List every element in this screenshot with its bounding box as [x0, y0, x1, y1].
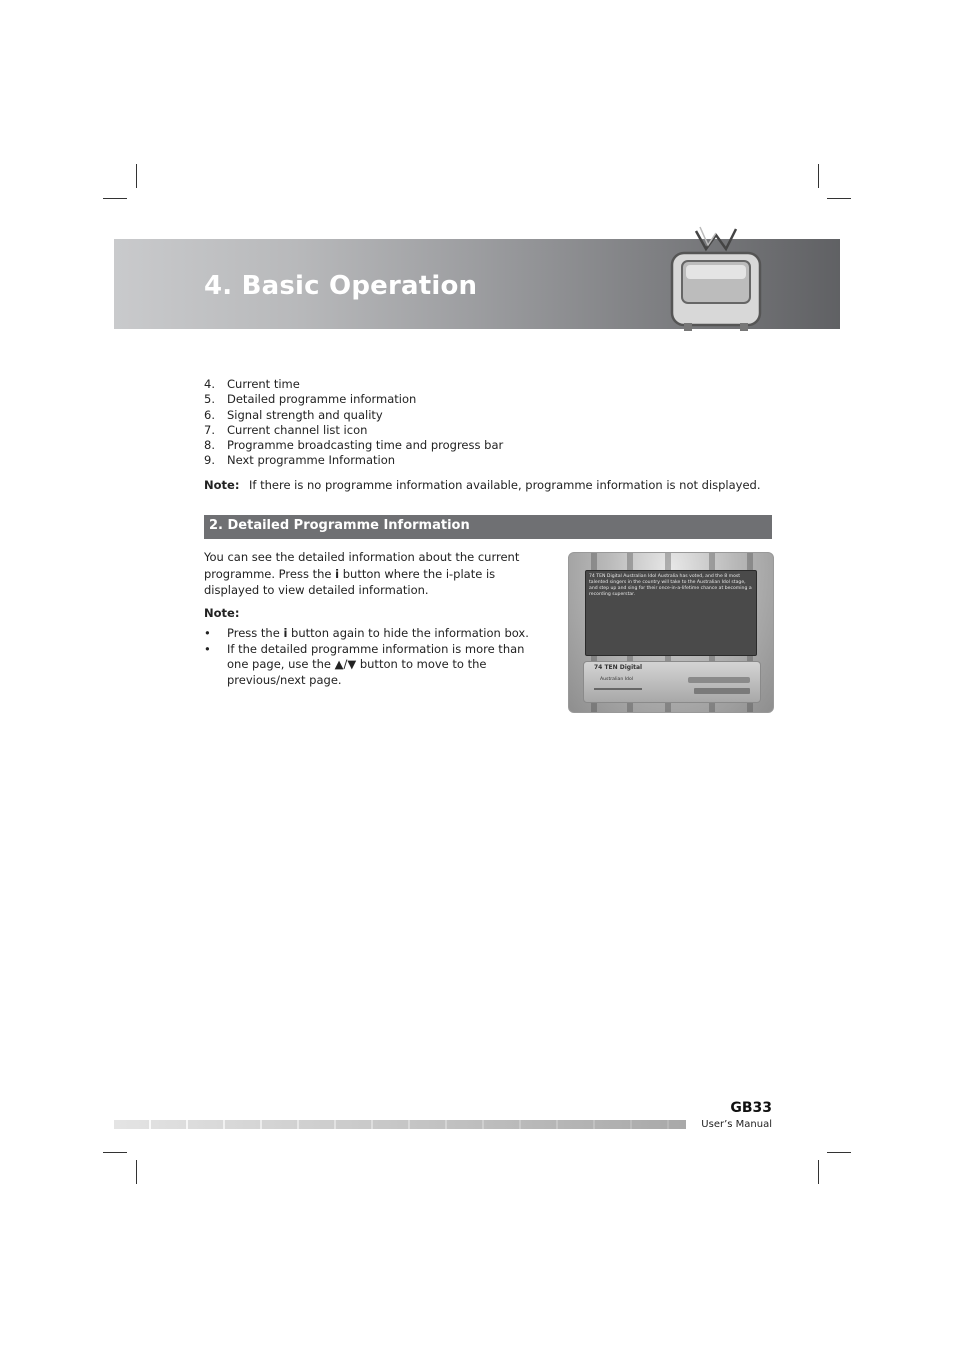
list-item: • Press the i button again to hide the information box.: [204, 626, 529, 640]
section-title: 2. Detailed Programme Information: [209, 518, 470, 533]
info-text: 74 TEN Digital Australian Idol Australia has voted, and the 8 most talented singers in the country will take to the Australian Idol stage, and step up and sing for their once-in-a-lifetime chance at becoming a recording superstar.: [589, 574, 752, 597]
chapter-title: 4. Basic Operation: [204, 271, 478, 301]
crop-mark: [827, 1152, 851, 1153]
crop-mark: [103, 198, 127, 199]
page-number: GB33: [730, 1100, 772, 1116]
note: [204, 478, 761, 492]
list-item: • If the detailed programme information is more than one page, use the ▲/▼ button to move to the previous/next page.: [204, 641, 525, 687]
programme-label: Australian Idol: [600, 677, 634, 682]
crop-mark: [136, 164, 137, 188]
list-item: 9. Next programme Information: [204, 453, 396, 468]
crop-mark: [827, 198, 851, 199]
crop-mark: [136, 1160, 137, 1184]
progress-bar: [594, 688, 642, 690]
detailed-info-box: [585, 570, 757, 656]
tv-screenshot: [568, 552, 774, 713]
legend-list: [204, 377, 503, 469]
footer-decoration: [114, 1120, 686, 1129]
note-bullets: [204, 626, 544, 688]
crop-mark: [103, 1152, 127, 1153]
list-item: 4. Current time: [204, 377, 300, 391]
list-item: 8. Programme broadcasting time and progress bar: [204, 438, 504, 453]
crop-mark: [818, 1160, 819, 1184]
manual-label: User’s Manual: [701, 1119, 772, 1130]
television-icon: [666, 219, 766, 331]
i-plate: [583, 661, 761, 703]
list-item: 5. Detailed programme information: [204, 392, 417, 407]
crop-mark: [818, 164, 819, 188]
channel-label: 74 TEN Digital: [594, 664, 643, 671]
status-icons: [688, 677, 750, 683]
section-header: [204, 515, 772, 539]
section-paragraph: You can see the detailed information about the current programme. Press the i button where the i-plate is displayed to view detailed information.: [204, 550, 520, 597]
note-label: Note:: [204, 606, 240, 620]
note-text: If there is no programme information available, programme information is not displayed.: [249, 478, 761, 492]
time-display: [694, 688, 750, 694]
list-item: 7. Current channel list icon: [204, 422, 368, 437]
list-item: 6. Signal strength and quality: [204, 407, 383, 422]
chapter-banner: [114, 239, 840, 329]
note-label: Note:: [204, 478, 240, 492]
